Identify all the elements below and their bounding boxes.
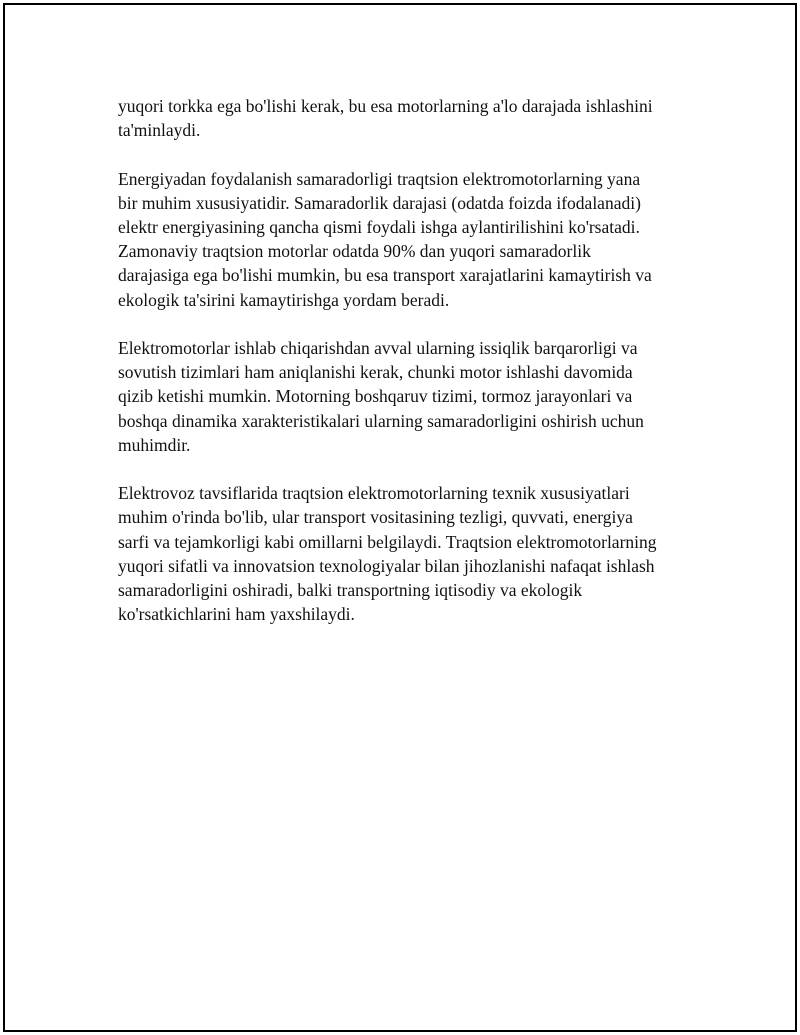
text-line: darajasiga ega bo'lishi mumkin, bu esa transport xarajatlarini kamaytirish va xyxy=(118,265,652,286)
text-line: muhim o'rinda bo'lib, ular transport vositasining tezligi, quvvati, energiya xyxy=(118,507,633,528)
text-line: ekologik ta'sirini kamaytirishga yordam beradi. xyxy=(118,289,450,310)
text-line: ko'rsatkichlarini ham yaxshilaydi. xyxy=(118,604,355,625)
document-body xyxy=(118,94,688,651)
text-line: muhimdir. xyxy=(118,434,191,455)
text-line: yuqori sifatli va innovatsion texnologiyalar bilan jihozlanishi nafaqat ishlash xyxy=(118,555,655,576)
text-line: elektr energiyasining qancha qismi foydali ishga aylantirilishini ko'rsatadi. xyxy=(118,217,640,237)
paragraph-2 xyxy=(118,167,688,312)
text-line: Elektrovoz tavsiflarida traqtsion elektromotorlarning texnik xususiyatlari xyxy=(118,483,630,504)
text-line: bir muhim xususiyatidir. Samaradorlik darajasi (odatda foizda ifodalanadi) xyxy=(118,192,641,213)
paragraph-1 xyxy=(118,94,688,142)
text-line: Energiyadan foydalanish samaradorligi traqtsion elektromotorlarning yana xyxy=(118,168,641,189)
text-line: Elektromotorlar ishlab chiqarishdan avval ularning issiqlik barqarorligi va xyxy=(118,338,638,358)
paragraph-4 xyxy=(118,481,688,626)
text-line: sarfi va tejamkorligi kabi omillarni belgilaydi. Traqtsion elektromotorlarning xyxy=(118,531,657,552)
text-line: samaradorligini oshiradi, balki transportning iqtisodiy va ekologik xyxy=(118,580,583,601)
text-line: qizib ketishi mumkin. Motorning boshqaruv tizimi, tormoz jarayonlari va xyxy=(118,386,633,407)
text-line: Zamonaviy traqtsion motorlar odatda 90% dan yuqori samaradorlik xyxy=(118,241,591,262)
paragraph-3 xyxy=(118,336,688,457)
text-line: yuqori torkka ega bo'lishi kerak, bu esa motorlarning a'lo darajada ishlashini xyxy=(118,96,653,116)
text-line: boshqa dinamika xarakteristikalari ularning samaradorligini oshirish uchun xyxy=(118,410,644,431)
text-line: ta'minlaydi. xyxy=(118,120,201,141)
text-line: sovutish tizimlari ham aniqlanishi kerak, chunki motor ishlashi davomida xyxy=(118,362,633,383)
